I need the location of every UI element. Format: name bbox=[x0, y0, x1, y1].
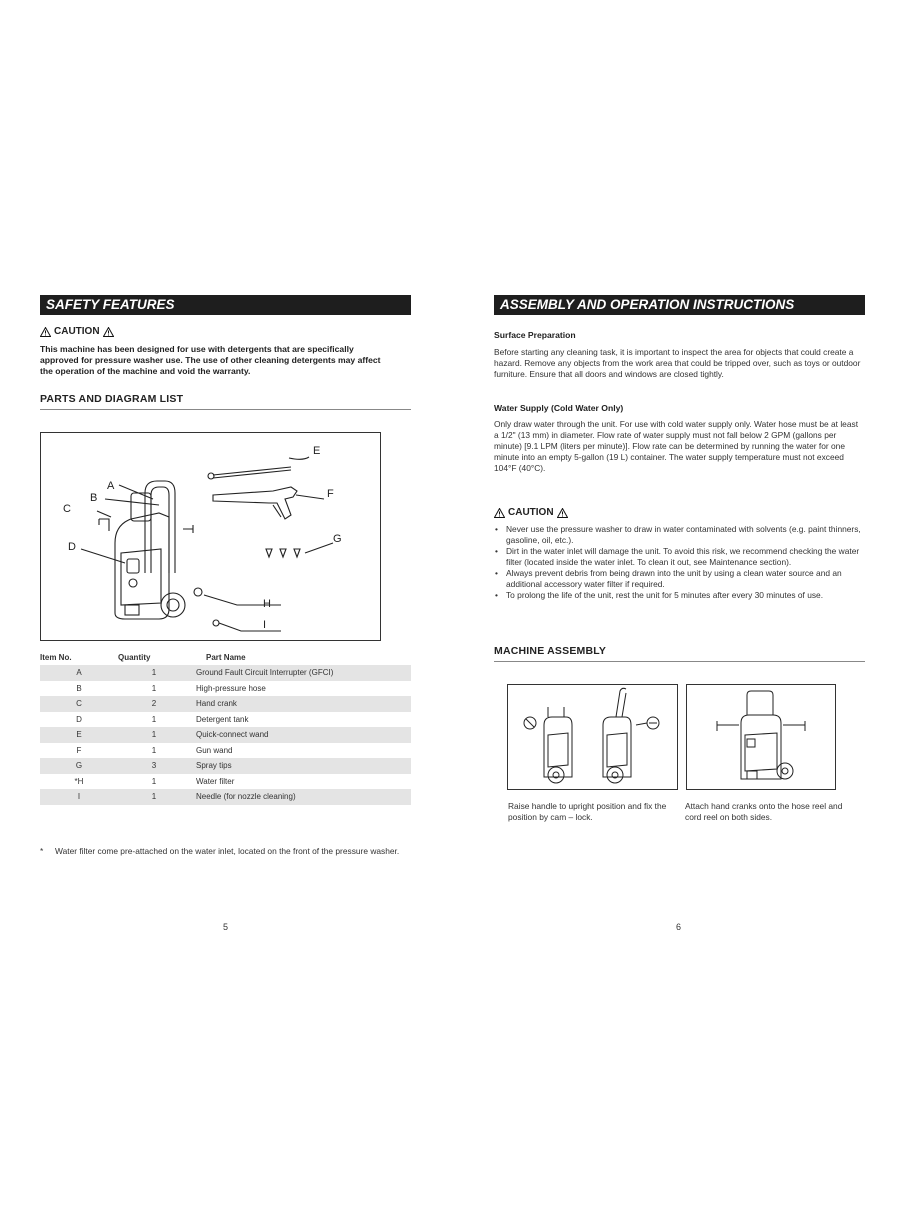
warning-icon bbox=[494, 508, 505, 518]
callout-a: A bbox=[107, 480, 115, 492]
table-row bbox=[40, 665, 411, 681]
cell: 1 bbox=[151, 745, 157, 755]
water-supply-text: Only draw water through the unit. For use with cold water supply only. Water hose must be at least a 1/2" (13 mm) in diameter. Flow rate of water supply must not fall below 2 GPM (gallons per minute) [9.1 LPM (liters per minute)]. Flow rate can be determined by running the water for one minute into an empty 5-gallon (19 L) container. The water supply temperature must not exceed 104°F (40°C). bbox=[494, 419, 859, 473]
cell: Detergent tank bbox=[196, 714, 249, 724]
cell: Needle (for nozzle cleaning) bbox=[190, 789, 411, 805]
warning-icon bbox=[40, 327, 51, 337]
cell: C bbox=[40, 696, 118, 712]
table-row bbox=[40, 727, 411, 743]
table-row bbox=[40, 758, 411, 774]
caution-label: CAUTION bbox=[508, 507, 554, 518]
cell: 1 bbox=[118, 665, 190, 681]
assembly-figure-1 bbox=[507, 684, 678, 790]
col-item-no: Item No. bbox=[40, 652, 72, 662]
caution-heading-right bbox=[494, 507, 568, 518]
cell: G bbox=[40, 758, 118, 774]
cell: 1 bbox=[151, 683, 157, 693]
cell: 1 bbox=[118, 789, 190, 805]
warning-icon bbox=[103, 327, 114, 337]
surface-prep-text: Before starting any cleaning task, it is important to inspect the area for objects that could create a hazard. Remove any objects from the work area that could be tripped over, such as toys or outdoor furniture. Ensure that all doors and windows are closed tightly. bbox=[494, 347, 861, 379]
cell: Ground Fault Circuit Interrupter (GFCI) bbox=[190, 665, 411, 681]
cell: F bbox=[76, 745, 82, 755]
list-item: • Always prevent debris from being drawn into the unit by using a clean water source and an additional accessory water filter if required. bbox=[494, 568, 866, 590]
table-header-row bbox=[40, 649, 411, 665]
table-row bbox=[40, 789, 411, 805]
crank-attach-illustration bbox=[687, 685, 835, 789]
cell: B bbox=[76, 683, 82, 693]
water-supply-heading: Water Supply (Cold Water Only) bbox=[494, 403, 624, 413]
caution-list bbox=[494, 524, 866, 601]
callout-i: I bbox=[263, 619, 267, 631]
cell: Hand crank bbox=[190, 696, 411, 712]
cell: Spray tips bbox=[190, 758, 411, 774]
cell: E bbox=[40, 727, 118, 743]
cell: 1 bbox=[118, 727, 190, 743]
page-number-left: 5 bbox=[223, 922, 229, 932]
pressure-washer-illustration bbox=[41, 433, 380, 640]
assembly-heading-rule bbox=[494, 661, 865, 662]
cell: 1 bbox=[151, 714, 157, 724]
parts-heading: PARTS AND DIAGRAM LIST bbox=[40, 393, 184, 405]
cell: I bbox=[40, 789, 118, 805]
callout-f: F bbox=[327, 488, 334, 500]
parts-heading-rule bbox=[40, 409, 411, 410]
caution-label: CAUTION bbox=[54, 326, 100, 337]
cell: A bbox=[40, 665, 118, 681]
caution-heading-left bbox=[40, 326, 114, 337]
callout-e: E bbox=[313, 445, 321, 457]
caution-text-left: This machine has been designed for use with detergents that are specifically approved for pressure washer use. The use of other cleaning detergents may affect the operation of the machine and void the warranty. bbox=[40, 344, 381, 376]
surface-prep-heading: Surface Preparation bbox=[494, 330, 576, 340]
list-item: • Never use the pressure washer to draw in water contaminated with solvents (e.g. paint thinners, gasoline, oil, etc.). bbox=[494, 524, 866, 546]
cell: High-pressure hose bbox=[196, 683, 266, 693]
callout-d: D bbox=[68, 541, 76, 553]
callout-c: C bbox=[63, 503, 71, 515]
caption-1: Raise handle to upright position and fix the position by cam – lock. bbox=[508, 801, 667, 822]
cell: D bbox=[76, 714, 82, 724]
cell: Quick-connect wand bbox=[190, 727, 411, 743]
table-row bbox=[40, 774, 411, 790]
cell: 3 bbox=[118, 758, 190, 774]
cell: 2 bbox=[118, 696, 190, 712]
col-part-name: Part Name bbox=[206, 652, 246, 662]
cell: Gun wand bbox=[196, 745, 233, 755]
safety-features-banner: SAFETY FEATURES bbox=[40, 295, 411, 315]
parts-table bbox=[40, 649, 411, 805]
caption-2: Attach hand cranks onto the hose reel and cord reel on both sides. bbox=[685, 801, 843, 822]
table-row bbox=[40, 681, 411, 697]
assembly-banner: ASSEMBLY AND OPERATION INSTRUCTIONS bbox=[494, 295, 865, 315]
callout-h: H bbox=[263, 598, 271, 610]
cell: Water filter bbox=[196, 776, 235, 786]
footnote-mark: * bbox=[40, 846, 44, 856]
parts-diagram bbox=[40, 432, 381, 641]
handle-raise-illustration bbox=[508, 685, 677, 789]
table-row bbox=[40, 712, 411, 728]
cell: 1 bbox=[151, 776, 157, 786]
footnote-text: Water filter come pre-attached on the water inlet, located on the front of the pressure washer. bbox=[55, 846, 400, 856]
machine-assembly-heading: MACHINE ASSEMBLY bbox=[494, 645, 607, 657]
list-item: • Dirt in the water inlet will damage the unit. To avoid this risk, we recommend checking the water filter (located inside the water inlet. To clean it out, see Maintenance section). bbox=[494, 546, 866, 568]
callout-b: B bbox=[90, 492, 98, 504]
table-row bbox=[40, 696, 411, 712]
col-quantity: Quantity bbox=[118, 652, 151, 662]
warning-icon bbox=[557, 508, 568, 518]
assembly-figure-2 bbox=[686, 684, 836, 790]
table-row bbox=[40, 743, 411, 759]
cell: *H bbox=[74, 776, 84, 786]
list-item: • To prolong the life of the unit, rest the unit for 5 minutes after every 30 minutes of use. bbox=[494, 590, 866, 601]
page-number-right: 6 bbox=[676, 922, 682, 932]
callout-g: G bbox=[333, 533, 342, 545]
